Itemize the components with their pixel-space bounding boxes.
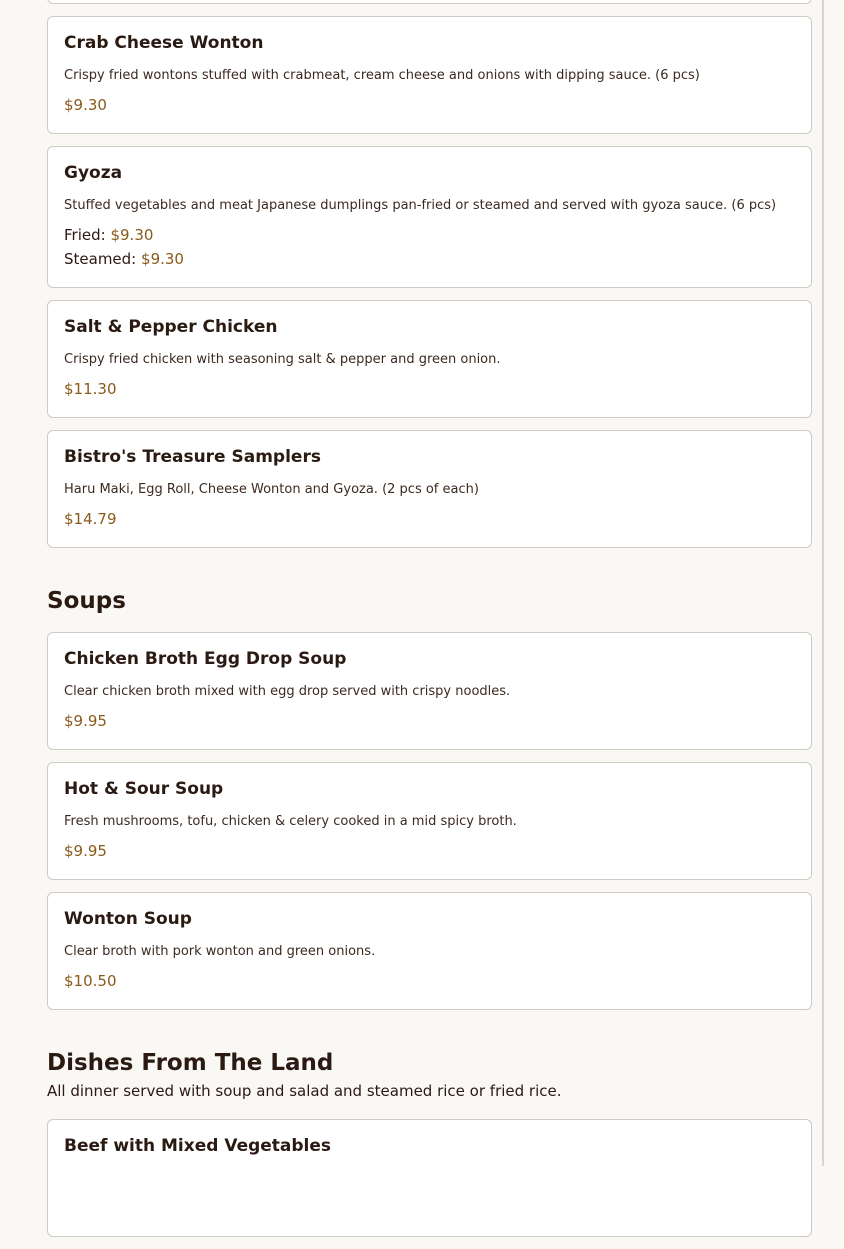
price-option-label: Fried: [64, 226, 106, 244]
menu-item-card[interactable] [47, 892, 812, 1010]
item-description: Clear broth with pork wonton and green onions. [64, 944, 376, 959]
price-option-fried [64, 226, 153, 244]
item-description: Stuffed vegetables and meat Japanese dumplings pan-fried or steamed and served with gyoza sauce. (6 pcs) [64, 198, 777, 213]
price-option-steamed [64, 250, 184, 268]
item-price: $9.95 [64, 842, 107, 860]
item-name: Crab Cheese Wonton [64, 33, 264, 53]
item-description: Fresh mushrooms, tofu, chicken & celery cooked in a mid spicy broth. [64, 814, 517, 829]
price-option-amount: $9.30 [141, 250, 184, 268]
menu-item-card[interactable] [47, 0, 812, 4]
item-name: Chicken Broth Egg Drop Soup [64, 649, 347, 669]
item-price: $14.79 [64, 510, 117, 528]
item-price: $9.95 [64, 712, 107, 730]
item-name: Wonton Soup [64, 909, 192, 929]
menu-item-card[interactable] [47, 430, 812, 548]
menu-item-card[interactable] [47, 146, 812, 288]
item-description: Clear chicken broth mixed with egg drop served with crispy noodles. [64, 684, 511, 699]
menu-item-card[interactable] [47, 1119, 812, 1237]
menu-content [47, 0, 812, 1249]
section-note: All dinner served with soup and salad and steamed rice or fried rice. [47, 1082, 562, 1100]
item-name: Beef with Mixed Vegetables [64, 1136, 332, 1156]
item-name: Bistro's Treasure Samplers [64, 447, 321, 467]
page-divider [822, 0, 824, 1166]
price-option-amount: $9.30 [110, 226, 154, 244]
price-option-label: Steamed: [64, 250, 137, 268]
menu-item-card[interactable] [47, 300, 812, 418]
item-description: Crispy fried wontons stuffed with crabmeat, cream cheese and onions with dipping sauce. (6 pcs) [64, 68, 700, 83]
section-title-land: Dishes From The Land [47, 1050, 334, 1076]
section-title-soups: Soups [47, 588, 126, 614]
item-description: Haru Maki, Egg Roll, Cheese Wonton and Gyoza. (2 pcs of each) [64, 482, 479, 497]
item-description: Crispy fried chicken with seasoning salt & pepper and green onion. [64, 352, 501, 367]
item-name: Salt & Pepper Chicken [64, 317, 278, 337]
item-price: $9.30 [64, 96, 107, 114]
item-price: $10.50 [64, 972, 117, 990]
item-price: $11.30 [64, 380, 117, 398]
item-name: Hot & Sour Soup [64, 779, 224, 799]
menu-item-card[interactable] [47, 632, 812, 750]
item-name: Gyoza [64, 163, 123, 183]
menu-item-card[interactable] [47, 16, 812, 134]
menu-item-card[interactable] [47, 762, 812, 880]
